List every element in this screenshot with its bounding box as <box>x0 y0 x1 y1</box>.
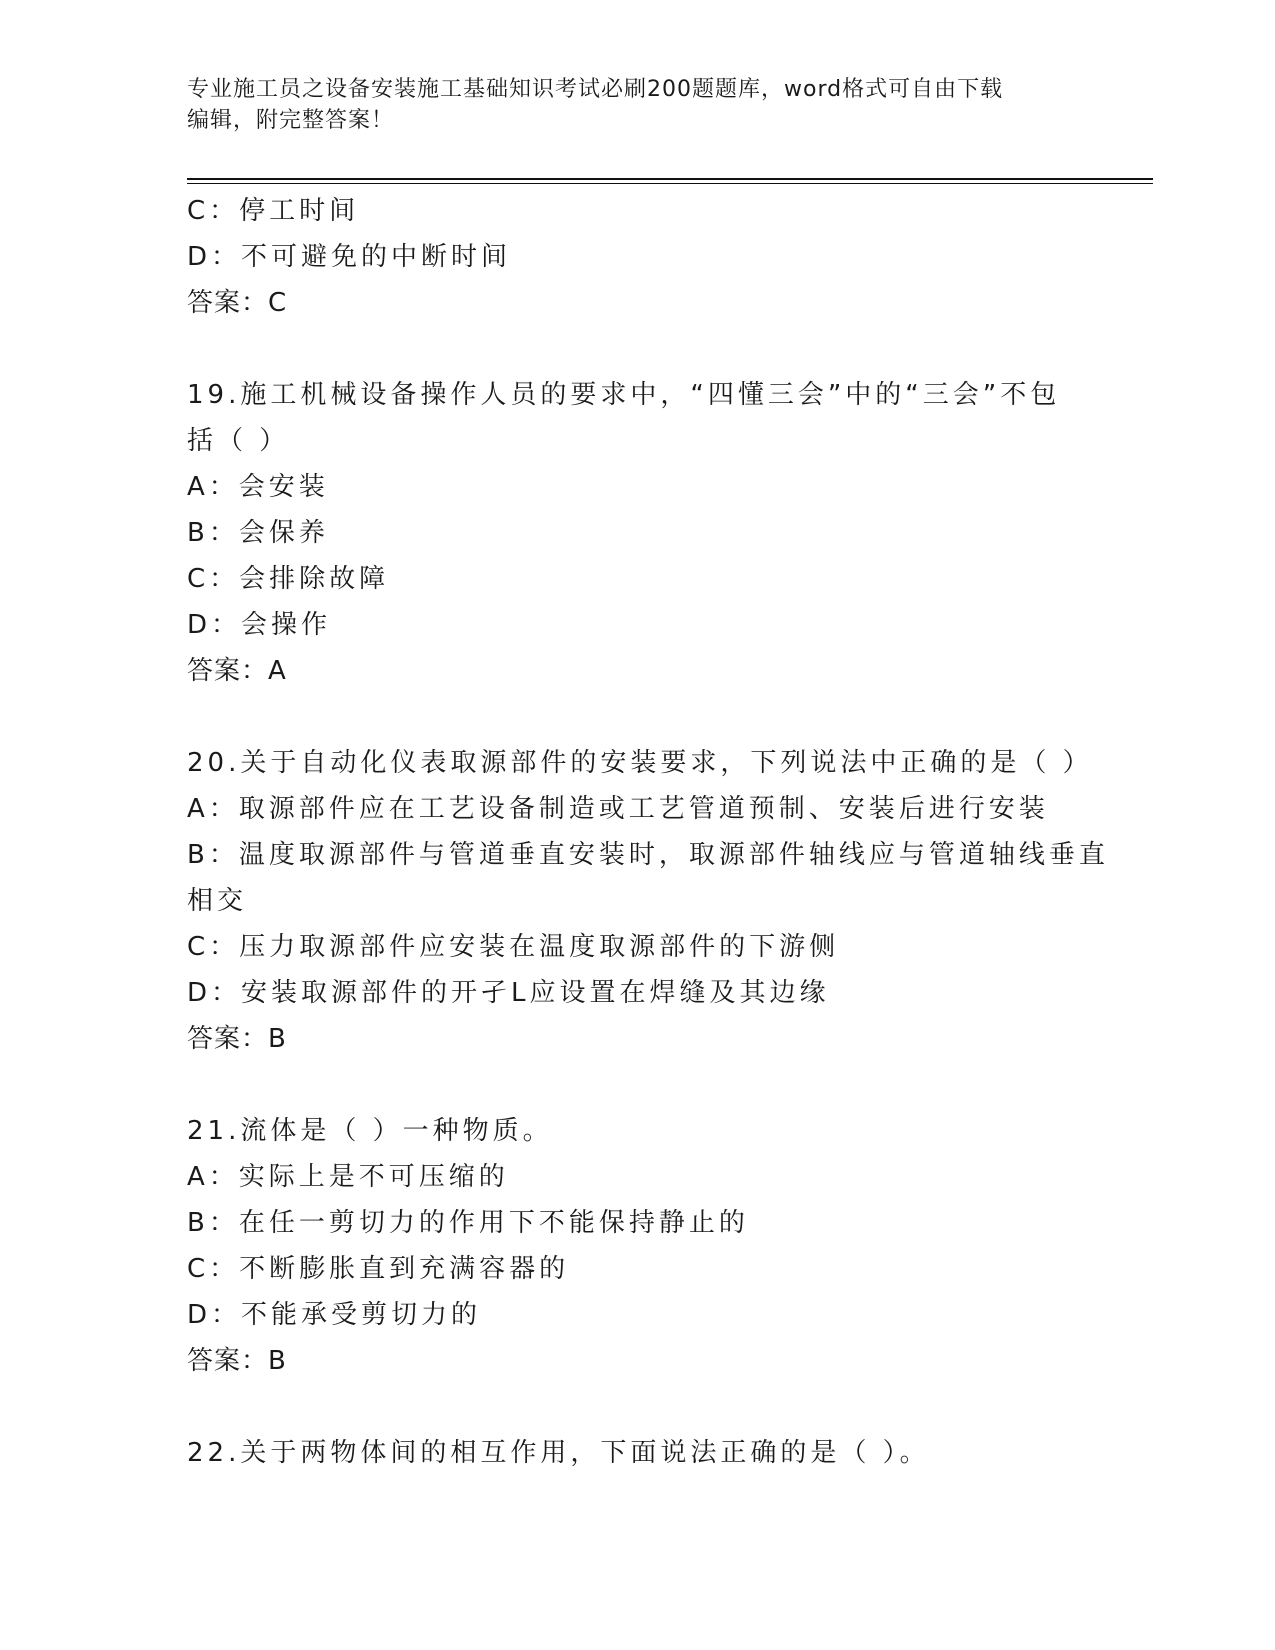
spacer <box>187 1062 1087 1108</box>
option-c: C：会排除故障 <box>187 564 390 594</box>
option-b: B：在任一剪切力的作用下不能保持静止的 <box>187 1208 749 1238</box>
header-line-2: 编辑，附完整答案！ <box>187 108 395 133</box>
option-b: B：温度取源部件与管道垂直安装时，取源部件轴线应与管道轴线垂直 <box>187 840 1109 870</box>
spacer <box>187 694 1087 740</box>
answer: 答案：B <box>187 1346 287 1376</box>
question-22 <box>187 1430 1087 1476</box>
question-stem-continued: 括（ ） <box>187 426 290 456</box>
answer: 答案：C <box>187 288 288 318</box>
header-divider-thin <box>187 183 1153 184</box>
question-21 <box>187 1108 1087 1384</box>
option-c: C：停工时间 <box>187 196 360 226</box>
question-list <box>187 188 1109 1476</box>
option-d: D：不能承受剪切力的 <box>187 1300 482 1330</box>
question-stem: 19.施工机械设备操作人员的要求中，“四懂三会”中的“三会”不包 <box>187 380 1061 410</box>
spacer <box>187 1384 1087 1430</box>
option-b-continued: 相交 <box>187 886 248 916</box>
option-a: A：取源部件应在工艺设备制造或工艺管道预制、安装后进行安装 <box>187 794 1049 824</box>
option-c: C：压力取源部件应安装在温度取源部件的下游侧 <box>187 932 840 962</box>
question-stem: 20.关于自动化仪表取源部件的安装要求，下列说法中正确的是（ ） <box>187 748 1093 778</box>
page-header <box>187 74 1067 136</box>
option-a: A：会安装 <box>187 472 329 502</box>
option-c: C：不断膨胀直到充满容器的 <box>187 1254 570 1284</box>
question-20 <box>187 740 1109 1062</box>
header-line-1: 专业施工员之设备安装施工基础知识考试必刷200题题库，word格式可自由下载 <box>187 77 1004 102</box>
answer: 答案：A <box>187 656 287 686</box>
option-d: D：安装取源部件的开孑L应设置在焊缝及其边缘 <box>187 978 830 1008</box>
question-stem: 21.流体是（ ）一种物质。 <box>187 1116 553 1146</box>
spacer <box>187 326 1087 372</box>
option-a: A：实际上是不可压缩的 <box>187 1162 509 1192</box>
option-b: B：会保养 <box>187 518 329 548</box>
option-d: D：会操作 <box>187 610 332 640</box>
question-stem: 22.关于两物体间的相互作用，下面说法正确的是（ ）。 <box>187 1438 930 1468</box>
answer: 答案：B <box>187 1024 287 1054</box>
question-19 <box>187 372 1087 694</box>
option-d: D：不可避免的中断时间 <box>187 242 512 272</box>
header-divider <box>187 178 1153 180</box>
question-18-continued <box>187 188 1087 326</box>
